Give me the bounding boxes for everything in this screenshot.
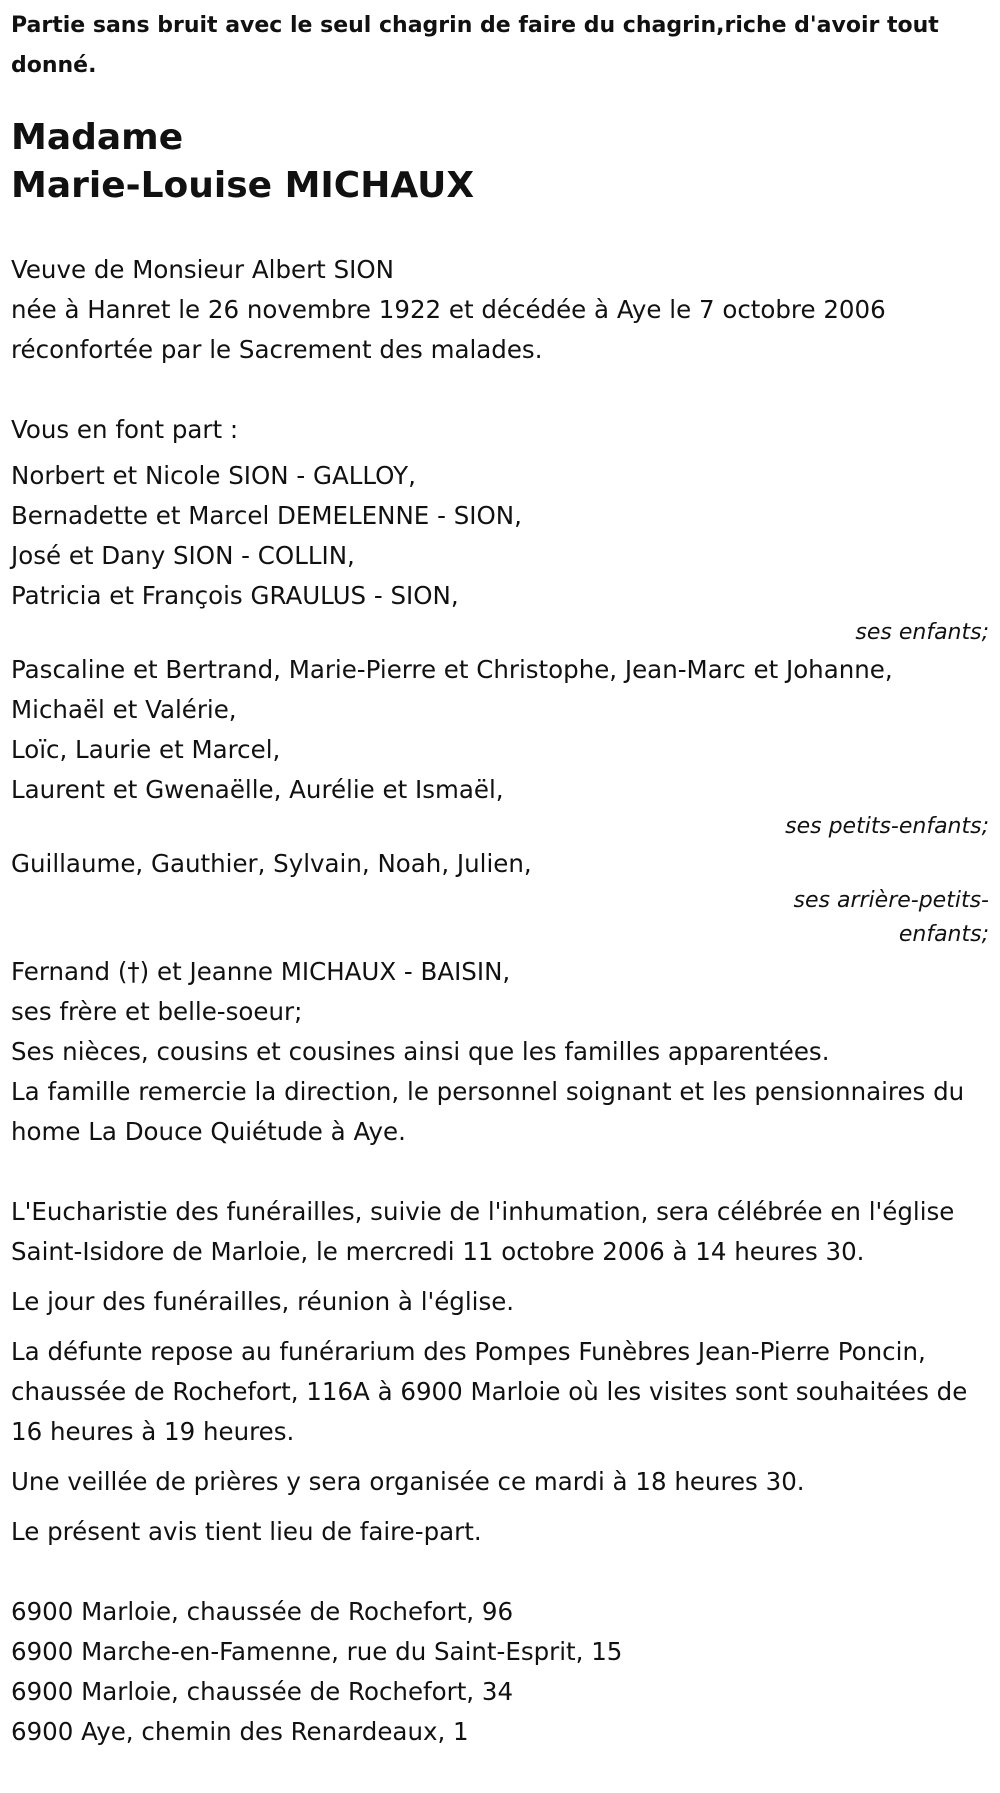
address-line: 6900 Aye, chemin des Renardeaux, 1 bbox=[11, 1717, 469, 1746]
address-list bbox=[11, 1592, 989, 1752]
address-line: 6900 Marche-en-Famenne, rue du Saint-Esprit, 15 bbox=[11, 1637, 623, 1666]
child-line: Norbert et Nicole SION - GALLOY, bbox=[11, 461, 416, 490]
thanks-paragraph: La famille remercie la direction, le personnel soignant et les pensionnaires du home La Douce Quiétude à Aye. bbox=[11, 1077, 965, 1146]
sibling-line: Fernand (†) et Jeanne MICHAUX - BAISIN, bbox=[11, 957, 511, 986]
grandchild-line: Pascaline et Bertrand, Marie-Pierre et Christophe, Jean-Marc et Johanne, bbox=[11, 655, 893, 684]
funeral-paragraph: L'Eucharistie des funérailles, suivie de l'inhumation, sera célébrée en l'église Saint-Isidore de Marloie, le mercredi 11 octobre 2006 à 14 heures 30. bbox=[11, 1197, 955, 1266]
honorific: Madame bbox=[11, 117, 184, 158]
grandchild-line: Laurent et Gwenaëlle, Aurélie et Ismaël, bbox=[11, 775, 504, 804]
vigil-paragraph: Une veillée de prières y sera organisée ce mardi à 18 heures 30. bbox=[11, 1467, 805, 1496]
grandchildren-role: ses petits-enfants; bbox=[785, 814, 989, 839]
opening-quote: Partie sans bruit avec le seul chagrin de faire du chagrin,riche d'avoir tout donné. bbox=[11, 13, 939, 78]
intro-block bbox=[11, 250, 989, 370]
intro-line: née à Hanret le 26 novembre 1922 et décédée à Aye le 7 octobre 2006 bbox=[11, 295, 886, 324]
announce-line: Vous en font part : bbox=[11, 415, 239, 444]
child-line: Bernadette et Marcel DEMELENNE - SION, bbox=[11, 501, 522, 530]
great-grandchildren-line: Guillaume, Gauthier, Sylvain, Noah, Julien, bbox=[11, 849, 532, 878]
grandchild-line: Michaël et Valérie, bbox=[11, 695, 237, 724]
intro-line: réconfortée par le Sacrement des malades. bbox=[11, 335, 543, 364]
grandchildren-list bbox=[11, 650, 989, 810]
rest-paragraph: La défunte repose au funérarium des Pompes Funèbres Jean-Pierre Poncin, chaussée de Rochefort, 116A à 6900 Marloie où les visites sont souhaitées de 16 heures à 19 heures. bbox=[11, 1337, 968, 1446]
address-line: 6900 Marloie, chaussée de Rochefort, 96 bbox=[11, 1597, 514, 1626]
intro-line: Veuve de Monsieur Albert SION bbox=[11, 255, 394, 284]
notice-paragraph: Le présent avis tient lieu de faire-part. bbox=[11, 1517, 482, 1546]
sibling-line: ses frère et belle-soeur; bbox=[11, 997, 303, 1026]
children-list bbox=[11, 456, 989, 616]
grandchild-line: Loïc, Laurie et Marcel, bbox=[11, 735, 281, 764]
children-role: ses enfants; bbox=[855, 620, 989, 645]
great-grandchildren-role: ses arrière-petits-enfants; bbox=[793, 888, 989, 947]
sibling-line: Ses nièces, cousins et cousines ainsi que les familles apparentées. bbox=[11, 1037, 830, 1066]
siblings-block bbox=[11, 952, 989, 1072]
child-line: José et Dany SION - COLLIN, bbox=[11, 541, 355, 570]
meeting-paragraph: Le jour des funérailles, réunion à l'église. bbox=[11, 1287, 515, 1316]
child-line: Patricia et François GRAULUS - SION, bbox=[11, 581, 459, 610]
address-line: 6900 Marloie, chaussée de Rochefort, 34 bbox=[11, 1677, 514, 1706]
deceased-name-block bbox=[11, 86, 989, 210]
deceased-name: Marie-Louise MICHAUX bbox=[11, 165, 475, 206]
